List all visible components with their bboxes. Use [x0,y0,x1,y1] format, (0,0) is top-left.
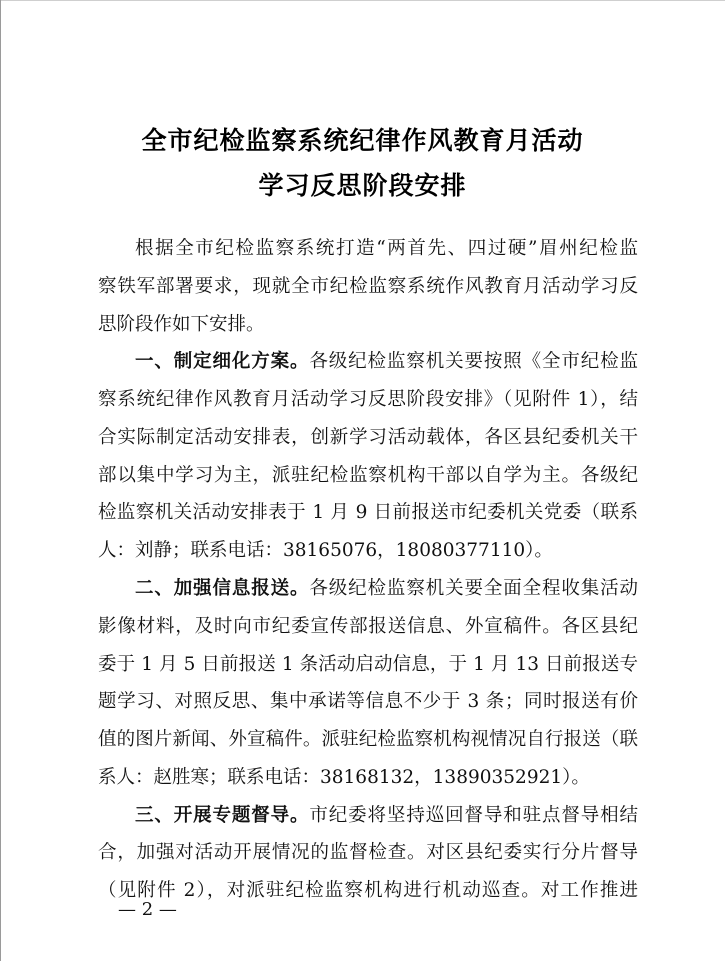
paragraph-4-line-1-text: 市纪委将坚持巡回督导和驻点督导相结 [309,805,638,826]
paragraph-3-line-4: 题学习、对照反思、集中承诺等信息不少于 3 条；同时报送有价 [98,691,638,712]
page-number: — 2 — [118,899,177,920]
document-title-line-2: 学习反思阶段安排 [258,171,467,200]
paragraph-2-line-5: 检监察机关活动安排表于 1 月 9 日前报送市纪委机关党委（联系 [98,502,638,523]
section-heading-3: 三、开展专题督导。 [135,805,310,826]
paragraph-2-line-2: 察系统纪律作风教育月活动学习反思阶段安排》（见附件 1），结 [98,389,638,410]
paragraph-4-line-3: （见附件 2），对派驻纪检监察机构进行机动巡查。对工作推进 [98,880,638,901]
paragraph-4-line-2: 合，加强对活动开展情况的监督检查。对区县纪委实行分片督导 [98,842,638,863]
paragraph-4-line-1 [98,807,638,829]
paragraph-3-line-1-text: 各级纪检监察机关要全面全程收集活动 [309,578,638,599]
section-heading-2: 二、加强信息报送。 [135,578,310,599]
paragraph-3-line-2: 影像材料，及时向市纪委宣传部报送信息、外宣稿件。各区县纪 [98,616,638,637]
paragraph-2-line-4: 部以集中学习为主，派驻纪检监察机构干部以自学为主。各级纪 [98,465,638,486]
page-top-edge [0,0,725,1]
paragraph-2-line-3: 合实际制定活动安排表，创新学习活动载体，各区县纪委机关干 [98,427,638,448]
document-title-line-1: 全市纪检监察系统纪律作风教育月活动 [141,126,584,155]
paragraph-1-line-1: 根据全市纪检监察系统打造“两首先、四过硬”眉州纪检监 [135,238,638,259]
paragraph-3-line-5: 值的图片新闻、外宣稿件。派驻纪检监察机构视情况自行报送（联 [98,729,638,750]
paragraph-3-line-1 [98,580,638,602]
section-heading-1: 一、制定细化方案。 [135,351,310,372]
paragraph-3-line-6: 系人：赵胜寒；联系电话：38168132，13890352921）。 [98,767,590,788]
paragraph-1-line-3: 思阶段作如下安排。 [98,314,265,335]
paragraph-2-line-6: 人：刘静；联系电话：38165076，18080377110）。 [98,540,553,561]
paragraph-2-line-1-text: 各级纪检监察机关要按照《全市纪检监 [309,351,638,372]
paragraph-3-line-3: 委于 1 月 5 日前报送 1 条活动启动信息，于 1 月 13 日前报送专 [98,654,638,675]
paragraph-1-line-2: 察铁军部署要求，现就全市纪检监察系统作风教育月活动学习反 [98,276,638,297]
paragraph-2-line-1 [98,353,638,375]
